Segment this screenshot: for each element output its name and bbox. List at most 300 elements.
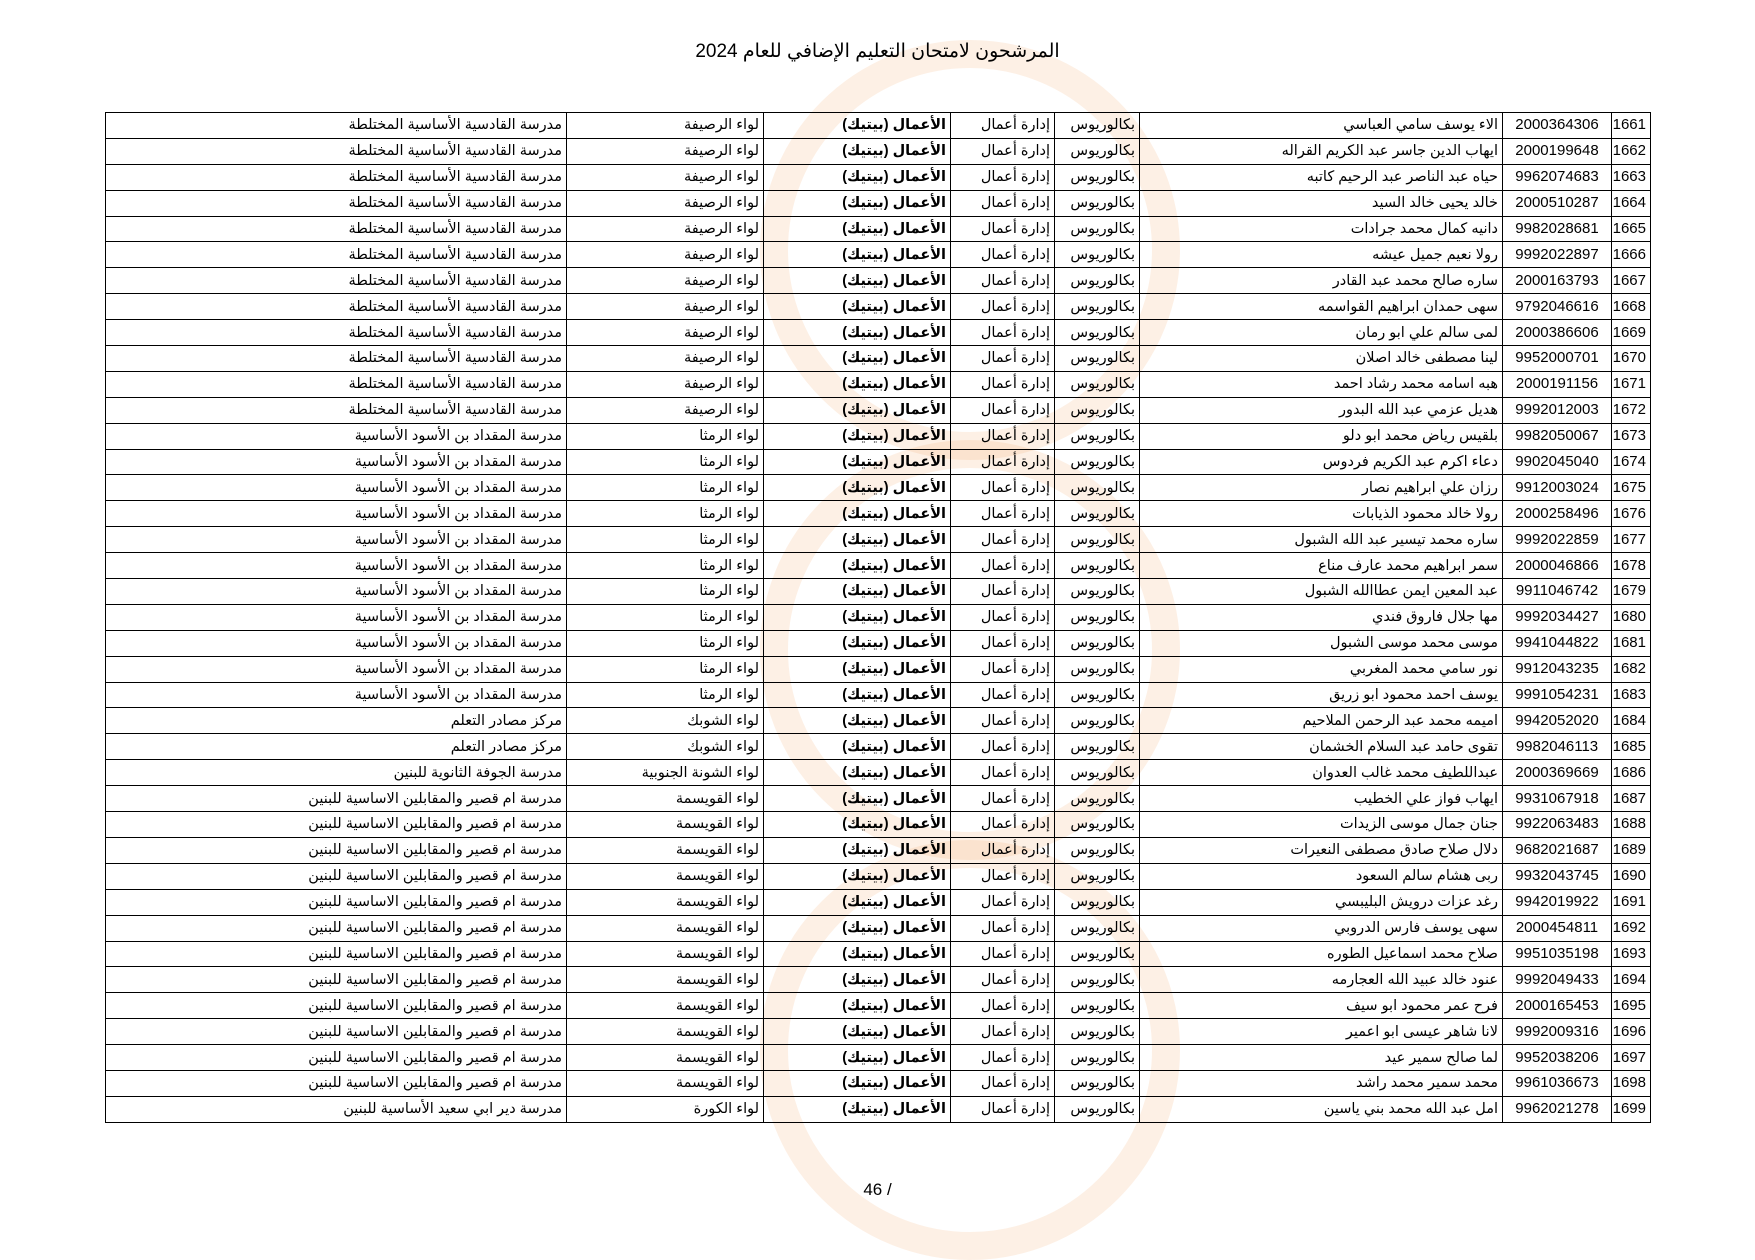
degree-cell: بكالوريوس <box>1055 993 1140 1019</box>
national-id-cell: 9792046616 <box>1503 294 1612 320</box>
degree-cell: بكالوريوس <box>1055 320 1140 346</box>
national-id-cell: 9991054231 <box>1503 682 1612 708</box>
district-cell: لواء الرصيفة <box>567 138 764 164</box>
district-cell: لواء الرصيفة <box>567 216 764 242</box>
degree-cell: بكالوريوس <box>1055 760 1140 786</box>
national-id-cell: 9942019922 <box>1503 889 1612 915</box>
specialization-cell: الأعمال (بيتيك) <box>764 760 951 786</box>
district-cell: لواء الرصيفة <box>567 294 764 320</box>
row-number-cell: 1679 <box>1612 579 1651 605</box>
row-number-cell: 1693 <box>1612 941 1651 967</box>
table-row <box>106 1096 1651 1122</box>
table-row <box>106 915 1651 941</box>
table-row <box>106 1019 1651 1045</box>
row-number-cell: 1668 <box>1612 294 1651 320</box>
national-id-cell: 9941044822 <box>1503 630 1612 656</box>
table-row <box>106 423 1651 449</box>
major-cell: إدارة أعمال <box>951 1070 1055 1096</box>
major-cell: إدارة أعمال <box>951 941 1055 967</box>
specialization-cell: الأعمال (بيتيك) <box>764 216 951 242</box>
district-cell: لواء الكورة <box>567 1096 764 1122</box>
degree-cell: بكالوريوس <box>1055 475 1140 501</box>
specialization-cell: الأعمال (بيتيك) <box>764 346 951 372</box>
table-row <box>106 216 1651 242</box>
major-cell: إدارة أعمال <box>951 889 1055 915</box>
specialization-cell: الأعمال (بيتيك) <box>764 553 951 579</box>
row-number-cell: 1696 <box>1612 1019 1651 1045</box>
major-cell: إدارة أعمال <box>951 527 1055 553</box>
candidate-name-cell: عنود خالد عبيد الله العجارمه <box>1140 967 1503 993</box>
major-cell: إدارة أعمال <box>951 268 1055 294</box>
candidate-name-cell: رزان علي ابراهيم نصار <box>1140 475 1503 501</box>
row-number-cell: 1688 <box>1612 812 1651 838</box>
specialization-cell: الأعمال (بيتيك) <box>764 708 951 734</box>
candidate-name-cell: جنان جمال موسى الزيدات <box>1140 812 1503 838</box>
candidate-name-cell: عبد المعين ايمن عطاالله الشبول <box>1140 579 1503 605</box>
row-number-cell: 1672 <box>1612 397 1651 423</box>
row-number-cell: 1674 <box>1612 449 1651 475</box>
specialization-cell: الأعمال (بيتيك) <box>764 242 951 268</box>
school-cell: مدرسة المقداد بن الأسود الأساسية <box>106 630 567 656</box>
national-id-cell: 2000046866 <box>1503 553 1612 579</box>
national-id-cell: 9951035198 <box>1503 941 1612 967</box>
specialization-cell: الأعمال (بيتيك) <box>764 993 951 1019</box>
district-cell: لواء الرمثا <box>567 423 764 449</box>
degree-cell: بكالوريوس <box>1055 604 1140 630</box>
degree-cell: بكالوريوس <box>1055 682 1140 708</box>
table-row <box>106 863 1651 889</box>
row-number-cell: 1683 <box>1612 682 1651 708</box>
degree-cell: بكالوريوس <box>1055 346 1140 372</box>
candidate-name-cell: فرح عمر محمود ابو سيف <box>1140 993 1503 1019</box>
specialization-cell: الأعمال (بيتيك) <box>764 915 951 941</box>
district-cell: لواء الرصيفة <box>567 164 764 190</box>
national-id-cell: 2000258496 <box>1503 501 1612 527</box>
specialization-cell: الأعمال (بيتيك) <box>764 941 951 967</box>
candidate-name-cell: سهى حمدان ابراهيم القواسمه <box>1140 294 1503 320</box>
school-cell: مدرسة ام قصير والمقابلين الاساسية للبنين <box>106 1019 567 1045</box>
school-cell: مدرسة دير ابي سعيد الأساسية للبنين <box>106 1096 567 1122</box>
national-id-cell: 9932043745 <box>1503 863 1612 889</box>
candidate-name-cell: لينا مصطفى خالد اصلان <box>1140 346 1503 372</box>
row-number-cell: 1678 <box>1612 553 1651 579</box>
table-row <box>106 397 1651 423</box>
specialization-cell: الأعمال (بيتيك) <box>764 682 951 708</box>
national-id-cell: 2000454811 <box>1503 915 1612 941</box>
district-cell: لواء الشونة الجنوبية <box>567 760 764 786</box>
school-cell: مدرسة ام قصير والمقابلين الاساسية للبنين <box>106 941 567 967</box>
row-number-cell: 1669 <box>1612 320 1651 346</box>
degree-cell: بكالوريوس <box>1055 449 1140 475</box>
specialization-cell: الأعمال (بيتيك) <box>764 164 951 190</box>
degree-cell: بكالوريوس <box>1055 967 1140 993</box>
school-cell: مدرسة ام قصير والمقابلين الاساسية للبنين <box>106 993 567 1019</box>
major-cell: إدارة أعمال <box>951 1096 1055 1122</box>
table-row <box>106 993 1651 1019</box>
national-id-cell: 9931067918 <box>1503 786 1612 812</box>
district-cell: لواء الرمثا <box>567 449 764 475</box>
degree-cell: بكالوريوس <box>1055 630 1140 656</box>
national-id-cell: 9961036673 <box>1503 1070 1612 1096</box>
district-cell: لواء الرمثا <box>567 656 764 682</box>
district-cell: لواء القويسمة <box>567 837 764 863</box>
table-row <box>106 475 1651 501</box>
row-number-cell: 1686 <box>1612 760 1651 786</box>
degree-cell: بكالوريوس <box>1055 863 1140 889</box>
row-number-cell: 1662 <box>1612 138 1651 164</box>
specialization-cell: الأعمال (بيتيك) <box>764 889 951 915</box>
table-row <box>106 449 1651 475</box>
degree-cell: بكالوريوس <box>1055 1096 1140 1122</box>
national-id-cell: 2000369669 <box>1503 760 1612 786</box>
table-row <box>106 113 1651 139</box>
degree-cell: بكالوريوس <box>1055 501 1140 527</box>
district-cell: لواء القويسمة <box>567 863 764 889</box>
degree-cell: بكالوريوس <box>1055 708 1140 734</box>
school-cell: مدرسة القادسية الأساسية المختلطة <box>106 164 567 190</box>
district-cell: لواء الرمثا <box>567 527 764 553</box>
row-number-cell: 1695 <box>1612 993 1651 1019</box>
specialization-cell: الأعمال (بيتيك) <box>764 423 951 449</box>
national-id-cell: 9982050067 <box>1503 423 1612 449</box>
candidate-name-cell: رولا نعيم جميل عيشه <box>1140 242 1503 268</box>
candidate-name-cell: سمر ابراهيم محمد عارف مناع <box>1140 553 1503 579</box>
row-number-cell: 1682 <box>1612 656 1651 682</box>
major-cell: إدارة أعمال <box>951 760 1055 786</box>
row-number-cell: 1677 <box>1612 527 1651 553</box>
candidate-name-cell: الاء يوسف سامي العباسي <box>1140 113 1503 139</box>
row-number-cell: 1670 <box>1612 346 1651 372</box>
district-cell: لواء الرصيفة <box>567 190 764 216</box>
district-cell: لواء القويسمة <box>567 889 764 915</box>
specialization-cell: الأعمال (بيتيك) <box>764 320 951 346</box>
specialization-cell: الأعمال (بيتيك) <box>764 630 951 656</box>
national-id-cell: 9982046113 <box>1503 734 1612 760</box>
major-cell: إدارة أعمال <box>951 397 1055 423</box>
row-number-cell: 1699 <box>1612 1096 1651 1122</box>
candidate-name-cell: هديل عزمي عبد الله البدور <box>1140 397 1503 423</box>
national-id-cell: 9992034427 <box>1503 604 1612 630</box>
district-cell: لواء القويسمة <box>567 1070 764 1096</box>
specialization-cell: الأعمال (بيتيك) <box>764 1096 951 1122</box>
candidate-name-cell: مها جلال فاروق فندي <box>1140 604 1503 630</box>
school-cell: مدرسة القادسية الأساسية المختلطة <box>106 216 567 242</box>
major-cell: إدارة أعمال <box>951 423 1055 449</box>
district-cell: لواء القويسمة <box>567 967 764 993</box>
specialization-cell: الأعمال (بيتيك) <box>764 837 951 863</box>
degree-cell: بكالوريوس <box>1055 915 1140 941</box>
district-cell: لواء القويسمة <box>567 993 764 1019</box>
national-id-cell: 9942052020 <box>1503 708 1612 734</box>
table-row <box>106 760 1651 786</box>
row-number-cell: 1692 <box>1612 915 1651 941</box>
row-number-cell: 1675 <box>1612 475 1651 501</box>
school-cell: مدرسة المقداد بن الأسود الأساسية <box>106 423 567 449</box>
district-cell: لواء الرمثا <box>567 604 764 630</box>
candidate-name-cell: لما صالح سمير عيد <box>1140 1045 1503 1071</box>
major-cell: إدارة أعمال <box>951 837 1055 863</box>
row-number-cell: 1663 <box>1612 164 1651 190</box>
major-cell: إدارة أعمال <box>951 708 1055 734</box>
school-cell: مدرسة القادسية الأساسية المختلطة <box>106 242 567 268</box>
candidate-name-cell: دانيه كمال محمد جرادات <box>1140 216 1503 242</box>
candidate-name-cell: ساره محمد تيسير عبد الله الشبول <box>1140 527 1503 553</box>
school-cell: مدرسة ام قصير والمقابلين الاساسية للبنين <box>106 863 567 889</box>
page-number: 46 / <box>863 1180 892 1199</box>
district-cell: لواء الرمثا <box>567 501 764 527</box>
degree-cell: بكالوريوس <box>1055 1070 1140 1096</box>
district-cell: لواء الرصيفة <box>567 346 764 372</box>
specialization-cell: الأعمال (بيتيك) <box>764 475 951 501</box>
candidate-name-cell: ايهاب الدين جاسر عبد الكريم القراله <box>1140 138 1503 164</box>
specialization-cell: الأعمال (بيتيك) <box>764 397 951 423</box>
table-row <box>106 320 1651 346</box>
district-cell: لواء القويسمة <box>567 786 764 812</box>
national-id-cell: 9992049433 <box>1503 967 1612 993</box>
national-id-cell: 9962074683 <box>1503 164 1612 190</box>
major-cell: إدارة أعمال <box>951 164 1055 190</box>
candidate-name-cell: رولا خالد محمود الذيابات <box>1140 501 1503 527</box>
national-id-cell: 2000386606 <box>1503 320 1612 346</box>
row-number-cell: 1690 <box>1612 863 1651 889</box>
degree-cell: بكالوريوس <box>1055 837 1140 863</box>
major-cell: إدارة أعمال <box>951 1019 1055 1045</box>
specialization-cell: الأعمال (بيتيك) <box>764 604 951 630</box>
district-cell: لواء الشوبك <box>567 708 764 734</box>
national-id-cell: 9992022859 <box>1503 527 1612 553</box>
specialization-cell: الأعمال (بيتيك) <box>764 113 951 139</box>
major-cell: إدارة أعمال <box>951 113 1055 139</box>
candidate-name-cell: حياه عبد الناصر عبد الرحيم كاتبه <box>1140 164 1503 190</box>
national-id-cell: 2000191156 <box>1503 371 1612 397</box>
candidate-name-cell: سهى يوسف فارس الدروبي <box>1140 915 1503 941</box>
table-row <box>106 346 1651 372</box>
major-cell: إدارة أعمال <box>951 734 1055 760</box>
candidates-table <box>105 112 1651 1123</box>
school-cell: مركز مصادر التعلم <box>106 708 567 734</box>
school-cell: مدرسة القادسية الأساسية المختلطة <box>106 371 567 397</box>
school-cell: مدرسة المقداد بن الأسود الأساسية <box>106 527 567 553</box>
district-cell: لواء الرمثا <box>567 579 764 605</box>
specialization-cell: الأعمال (بيتيك) <box>764 1045 951 1071</box>
row-number-cell: 1671 <box>1612 371 1651 397</box>
row-number-cell: 1673 <box>1612 423 1651 449</box>
specialization-cell: الأعمال (بيتيك) <box>764 734 951 760</box>
degree-cell: بكالوريوس <box>1055 1045 1140 1071</box>
school-cell: مدرسة ام قصير والمقابلين الاساسية للبنين <box>106 812 567 838</box>
national-id-cell: 9922063483 <box>1503 812 1612 838</box>
school-cell: مدرسة القادسية الأساسية المختلطة <box>106 294 567 320</box>
document-title: المرشحون لامتحان التعليم الإضافي للعام 2024 <box>695 41 1060 62</box>
degree-cell: بكالوريوس <box>1055 113 1140 139</box>
degree-cell: بكالوريوس <box>1055 164 1140 190</box>
school-cell: مدرسة المقداد بن الأسود الأساسية <box>106 656 567 682</box>
candidate-name-cell: لانا شاهر عيسى ابو اعمير <box>1140 1019 1503 1045</box>
degree-cell: بكالوريوس <box>1055 397 1140 423</box>
table-row <box>106 941 1651 967</box>
degree-cell: بكالوريوس <box>1055 423 1140 449</box>
major-cell: إدارة أعمال <box>951 475 1055 501</box>
national-id-cell: 9952000701 <box>1503 346 1612 372</box>
candidate-name-cell: اميمه محمد عبد الرحمن الملاحيم <box>1140 708 1503 734</box>
specialization-cell: الأعمال (بيتيك) <box>764 812 951 838</box>
district-cell: لواء القويسمة <box>567 812 764 838</box>
candidate-name-cell: موسى محمد موسى الشبول <box>1140 630 1503 656</box>
national-id-cell: 2000364306 <box>1503 113 1612 139</box>
school-cell: مركز مصادر التعلم <box>106 734 567 760</box>
district-cell: لواء الرصيفة <box>567 268 764 294</box>
school-cell: مدرسة المقداد بن الأسود الأساسية <box>106 604 567 630</box>
candidate-name-cell: دلال صلاح صادق مصطفى النعيرات <box>1140 837 1503 863</box>
table-row <box>106 242 1651 268</box>
specialization-cell: الأعمال (بيتيك) <box>764 190 951 216</box>
specialization-cell: الأعمال (بيتيك) <box>764 138 951 164</box>
school-cell: مدرسة القادسية الأساسية المختلطة <box>106 346 567 372</box>
specialization-cell: الأعمال (بيتيك) <box>764 1019 951 1045</box>
national-id-cell: 9992012003 <box>1503 397 1612 423</box>
degree-cell: بكالوريوس <box>1055 527 1140 553</box>
major-cell: إدارة أعمال <box>951 501 1055 527</box>
national-id-cell: 2000199648 <box>1503 138 1612 164</box>
school-cell: مدرسة ام قصير والمقابلين الاساسية للبنين <box>106 967 567 993</box>
candidate-name-cell: ربى هشام سالم السعود <box>1140 863 1503 889</box>
major-cell: إدارة أعمال <box>951 294 1055 320</box>
major-cell: إدارة أعمال <box>951 863 1055 889</box>
district-cell: لواء القويسمة <box>567 1045 764 1071</box>
table-row <box>106 1045 1651 1071</box>
table-row <box>106 682 1651 708</box>
candidate-name-cell: بلقيس رياض محمد ابو دلو <box>1140 423 1503 449</box>
major-cell: إدارة أعمال <box>951 682 1055 708</box>
specialization-cell: الأعمال (بيتيك) <box>764 268 951 294</box>
major-cell: إدارة أعمال <box>951 371 1055 397</box>
school-cell: مدرسة ام قصير والمقابلين الاساسية للبنين <box>106 1070 567 1096</box>
row-number-cell: 1661 <box>1612 113 1651 139</box>
degree-cell: بكالوريوس <box>1055 268 1140 294</box>
table-row <box>106 190 1651 216</box>
district-cell: لواء الرصيفة <box>567 371 764 397</box>
table-row <box>106 527 1651 553</box>
major-cell: إدارة أعمال <box>951 449 1055 475</box>
district-cell: لواء القويسمة <box>567 915 764 941</box>
major-cell: إدارة أعمال <box>951 553 1055 579</box>
specialization-cell: الأعمال (بيتيك) <box>764 371 951 397</box>
major-cell: إدارة أعمال <box>951 786 1055 812</box>
specialization-cell: الأعمال (بيتيك) <box>764 294 951 320</box>
specialization-cell: الأعمال (بيتيك) <box>764 579 951 605</box>
major-cell: إدارة أعمال <box>951 190 1055 216</box>
degree-cell: بكالوريوس <box>1055 579 1140 605</box>
national-id-cell: 9952038206 <box>1503 1045 1612 1071</box>
school-cell: مدرسة ام قصير والمقابلين الاساسية للبنين <box>106 786 567 812</box>
national-id-cell: 9902045040 <box>1503 449 1612 475</box>
national-id-cell: 9992009316 <box>1503 1019 1612 1045</box>
specialization-cell: الأعمال (بيتيك) <box>764 527 951 553</box>
major-cell: إدارة أعمال <box>951 993 1055 1019</box>
school-cell: مدرسة المقداد بن الأسود الأساسية <box>106 553 567 579</box>
major-cell: إدارة أعمال <box>951 812 1055 838</box>
district-cell: لواء القويسمة <box>567 941 764 967</box>
row-number-cell: 1691 <box>1612 889 1651 915</box>
degree-cell: بكالوريوس <box>1055 656 1140 682</box>
national-id-cell: 2000165453 <box>1503 993 1612 1019</box>
row-number-cell: 1694 <box>1612 967 1651 993</box>
degree-cell: بكالوريوس <box>1055 786 1140 812</box>
table-row <box>106 501 1651 527</box>
major-cell: إدارة أعمال <box>951 138 1055 164</box>
row-number-cell: 1685 <box>1612 734 1651 760</box>
district-cell: لواء الرصيفة <box>567 113 764 139</box>
major-cell: إدارة أعمال <box>951 216 1055 242</box>
row-number-cell: 1697 <box>1612 1045 1651 1071</box>
school-cell: مدرسة المقداد بن الأسود الأساسية <box>106 475 567 501</box>
national-id-cell: 2000510287 <box>1503 190 1612 216</box>
degree-cell: بكالوريوس <box>1055 371 1140 397</box>
specialization-cell: الأعمال (بيتيك) <box>764 863 951 889</box>
row-number-cell: 1681 <box>1612 630 1651 656</box>
degree-cell: بكالوريوس <box>1055 190 1140 216</box>
district-cell: لواء القويسمة <box>567 1019 764 1045</box>
national-id-cell: 9992022897 <box>1503 242 1612 268</box>
degree-cell: بكالوريوس <box>1055 242 1140 268</box>
school-cell: مدرسة ام قصير والمقابلين الاساسية للبنين <box>106 837 567 863</box>
major-cell: إدارة أعمال <box>951 967 1055 993</box>
national-id-cell: 2000163793 <box>1503 268 1612 294</box>
school-cell: مدرسة ام قصير والمقابلين الاساسية للبنين <box>106 915 567 941</box>
school-cell: مدرسة القادسية الأساسية المختلطة <box>106 113 567 139</box>
degree-cell: بكالوريوس <box>1055 294 1140 320</box>
district-cell: لواء الرصيفة <box>567 320 764 346</box>
specialization-cell: الأعمال (بيتيك) <box>764 967 951 993</box>
specialization-cell: الأعمال (بيتيك) <box>764 501 951 527</box>
table-row <box>106 656 1651 682</box>
table-row <box>106 604 1651 630</box>
table-row <box>106 371 1651 397</box>
school-cell: مدرسة ام قصير والمقابلين الاساسية للبنين <box>106 1045 567 1071</box>
major-cell: إدارة أعمال <box>951 915 1055 941</box>
candidate-name-cell: صلاح محمد اسماعيل الطوره <box>1140 941 1503 967</box>
table-row <box>106 1070 1651 1096</box>
district-cell: لواء الرصيفة <box>567 242 764 268</box>
row-number-cell: 1676 <box>1612 501 1651 527</box>
row-number-cell: 1698 <box>1612 1070 1651 1096</box>
major-cell: إدارة أعمال <box>951 320 1055 346</box>
national-id-cell: 9682021687 <box>1503 837 1612 863</box>
school-cell: مدرسة القادسية الأساسية المختلطة <box>106 190 567 216</box>
national-id-cell: 9962021278 <box>1503 1096 1612 1122</box>
candidate-name-cell: عبداللطيف محمد غالب العدوان <box>1140 760 1503 786</box>
table-row <box>106 734 1651 760</box>
major-cell: إدارة أعمال <box>951 1045 1055 1071</box>
national-id-cell: 9911046742 <box>1503 579 1612 605</box>
major-cell: إدارة أعمال <box>951 579 1055 605</box>
school-cell: مدرسة المقداد بن الأسود الأساسية <box>106 682 567 708</box>
national-id-cell: 9982028681 <box>1503 216 1612 242</box>
school-cell: مدرسة الجوفة الثانوية للبنين <box>106 760 567 786</box>
specialization-cell: الأعمال (بيتيك) <box>764 1070 951 1096</box>
national-id-cell: 9912003024 <box>1503 475 1612 501</box>
candidate-name-cell: رغد عزات درويش البليبسي <box>1140 889 1503 915</box>
candidate-name-cell: ساره صالح محمد عبد القادر <box>1140 268 1503 294</box>
row-number-cell: 1687 <box>1612 786 1651 812</box>
table-row <box>106 786 1651 812</box>
district-cell: لواء الرمثا <box>567 553 764 579</box>
degree-cell: بكالوريوس <box>1055 734 1140 760</box>
table-row <box>106 837 1651 863</box>
candidate-name-cell: هبه اسامه محمد رشاد احمد <box>1140 371 1503 397</box>
row-number-cell: 1689 <box>1612 837 1651 863</box>
row-number-cell: 1665 <box>1612 216 1651 242</box>
